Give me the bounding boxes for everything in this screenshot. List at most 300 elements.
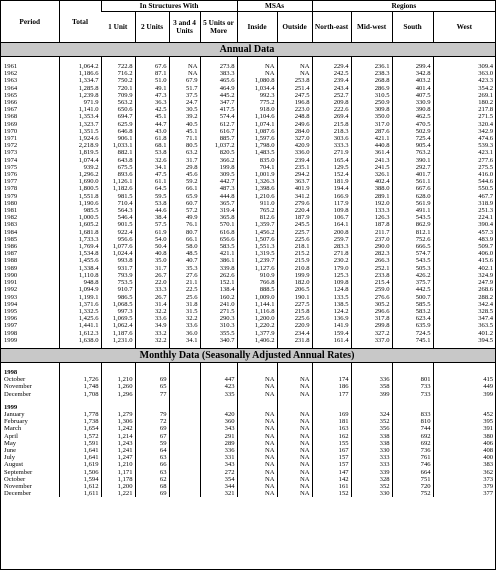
period-cell: 1962: [4, 70, 18, 78]
value-cell: 360: [200, 418, 237, 425]
value-cell: 299.4: [392, 63, 433, 70]
value-cell: NA: [277, 418, 312, 425]
value-cell: 710.4: [101, 200, 135, 207]
value-cell: 249.6: [277, 121, 312, 128]
value-cell: NA: [277, 433, 312, 440]
value-cell: 40.8: [135, 250, 169, 257]
value-cell: 152: [312, 490, 351, 497]
value-cell: 650.6: [101, 106, 135, 113]
value-cell: 331: [200, 454, 237, 461]
value-cell: 1,221: [101, 490, 135, 497]
value-cell: [169, 391, 200, 398]
value-cell: 363.5: [433, 322, 495, 329]
value-cell: 623.4: [392, 315, 433, 322]
value-cell: 275.5: [433, 164, 495, 171]
value-cell: 76.1: [169, 221, 200, 228]
value-cell: 1,087.6: [237, 128, 277, 135]
value-cell: 901.5: [101, 221, 135, 228]
header-structures-group: In Structures With: [101, 1, 237, 12]
value-cell: 327.2: [351, 330, 392, 337]
period-cell: October: [4, 376, 26, 384]
value-cell: NA: [277, 461, 312, 468]
value-cell: 401.4: [392, 85, 433, 92]
value-cell: 1,074.4: [59, 157, 101, 164]
value-cell: 751: [392, 476, 433, 483]
value-cell: 292.7: [392, 164, 433, 171]
value-cell: 26.7: [135, 272, 169, 279]
value-cell: 366.2: [200, 157, 237, 164]
value-cell: NA: [277, 376, 312, 383]
table-header: [1, 1, 495, 43]
period-cell: 1999: [4, 336, 18, 344]
value-cell: 54.0: [135, 236, 169, 243]
value-cell: 1,001.9: [237, 171, 277, 178]
value-cell: 423.1: [433, 149, 495, 156]
value-cell: 746: [392, 461, 433, 468]
value-cell: 888.5: [237, 286, 277, 293]
year-1998: [1, 369, 495, 376]
value-cell: 400: [433, 454, 495, 461]
value-cell: 22.5: [169, 286, 200, 293]
value-cell: 279.6: [277, 200, 312, 207]
value-cell: 215.8: [312, 121, 351, 128]
value-cell: 268.8: [351, 77, 392, 84]
value-cell: 505.3: [392, 265, 433, 272]
value-cell: 1,398.6: [237, 185, 277, 192]
value-cell: 1,033.1: [101, 142, 135, 149]
value-cell: 49.1: [135, 85, 169, 92]
value-cell: 248.8: [277, 113, 312, 120]
value-cell: [169, 454, 200, 461]
value-cell: NA: [237, 461, 277, 468]
value-cell: 1,654: [59, 425, 101, 432]
value-cell: 882.1: [101, 149, 135, 156]
value-cell: 117.9: [312, 200, 351, 207]
value-cell: NA: [237, 454, 277, 461]
value-cell: 147: [312, 469, 351, 476]
value-cell: 211.7: [351, 229, 392, 236]
value-cell: 761: [392, 454, 433, 461]
table-row: [1, 128, 495, 135]
table-row: [1, 483, 495, 490]
value-cell: 61.8: [135, 135, 169, 142]
value-cell: 24.7: [169, 99, 200, 106]
header-one-unit: 1 Unit: [101, 12, 135, 43]
value-cell: NA: [237, 376, 277, 383]
spacer-cell: [59, 369, 101, 376]
value-cell: 1,597.6: [237, 135, 277, 142]
table-row: [1, 391, 495, 398]
period-cell: December: [4, 390, 32, 398]
value-cell: 66: [135, 461, 169, 468]
table-row: [1, 440, 495, 447]
value-cell: 181: [312, 418, 351, 425]
value-cell: [169, 476, 200, 483]
value-cell: 1,024.4: [101, 250, 135, 257]
value-cell: 358: [351, 383, 392, 390]
value-cell: 31.8: [169, 301, 200, 308]
value-cell: 1,483.5: [237, 149, 277, 156]
period-cell: 1984: [4, 228, 18, 236]
value-cell: 333.3: [312, 142, 351, 149]
value-cell: 342.8: [392, 70, 433, 77]
value-cell: 386.1: [200, 257, 237, 264]
value-cell: 1,296: [101, 391, 135, 398]
value-cell: 417.5: [200, 106, 237, 113]
value-cell: 319.4: [200, 207, 237, 214]
value-cell: 67.6: [135, 63, 169, 70]
value-cell: 241.5: [351, 164, 392, 171]
value-cell: 449: [433, 383, 495, 390]
value-cell: 1,769.4: [59, 243, 101, 250]
table-row: [1, 301, 495, 308]
period-cell: 1991: [4, 279, 18, 287]
table-row: [1, 207, 495, 214]
value-cell: 61.9: [135, 229, 169, 236]
value-cell: 383.3: [200, 70, 237, 77]
spacer-cell: [59, 404, 101, 411]
period-cell: 1988: [4, 257, 18, 265]
value-cell: 415.6: [433, 257, 495, 264]
value-cell: 423: [200, 383, 237, 390]
value-cell: 72: [135, 418, 169, 425]
value-cell: 709.9: [101, 92, 135, 99]
value-cell: 395: [433, 418, 495, 425]
value-cell: 340.7: [200, 337, 237, 344]
value-cell: 421.1: [351, 135, 392, 142]
value-cell: 1,641: [59, 454, 101, 461]
value-cell: 220.9: [277, 322, 312, 329]
value-cell: 225.6: [277, 315, 312, 322]
value-cell: [169, 411, 200, 418]
table-row: [1, 294, 495, 301]
value-cell: 1,144.1: [237, 301, 277, 308]
value-cell: 247.9: [433, 279, 495, 286]
value-cell: 561.9: [392, 200, 433, 207]
value-cell: 1,641: [59, 447, 101, 454]
value-cell: NA: [237, 411, 277, 418]
value-cell: [169, 376, 200, 383]
value-cell: NA: [237, 483, 277, 490]
value-cell: 167: [312, 447, 351, 454]
value-cell: 336: [351, 376, 392, 383]
value-cell: 775.2: [237, 99, 277, 106]
value-cell: 333: [351, 461, 392, 468]
value-cell: 233.8: [351, 272, 392, 279]
period-cell: January: [4, 410, 25, 418]
value-cell: 377: [433, 490, 495, 497]
period-cell: August: [4, 461, 24, 469]
header-three-four-units: 3 and 4 Units: [169, 12, 200, 43]
value-cell: 336: [200, 447, 237, 454]
table-row: [1, 411, 495, 418]
value-cell: 616.7: [200, 128, 237, 135]
value-cell: 1,319.5: [237, 250, 277, 257]
value-cell: 33.3: [135, 286, 169, 293]
value-cell: 354.2: [433, 85, 495, 92]
value-cell: 918.0: [237, 106, 277, 113]
value-cell: 269.1: [433, 92, 495, 99]
table-row: [1, 454, 495, 461]
value-cell: 53.8: [135, 200, 169, 207]
value-cell: 271.5: [433, 113, 495, 120]
value-cell: [169, 425, 200, 432]
value-cell: NA: [237, 391, 277, 398]
section-annual-data-label: Annual Data: [1, 43, 495, 57]
period-cell: September: [4, 468, 33, 476]
value-cell: 420: [200, 411, 237, 418]
value-cell: 986.5: [101, 294, 135, 301]
value-cell: 138.4: [200, 286, 237, 293]
period-cell: 1992: [4, 286, 18, 294]
value-cell: 141.9: [312, 322, 351, 329]
value-cell: 1,323.7: [59, 121, 101, 128]
period-cell: 1974: [4, 156, 18, 164]
value-cell: 277.6: [433, 157, 495, 164]
value-cell: NA: [277, 440, 312, 447]
table-row: [1, 77, 495, 84]
value-cell: 1,353.4: [59, 113, 101, 120]
value-cell: 1,326.3: [237, 178, 277, 185]
period-cell: 1995: [4, 307, 18, 315]
value-cell: 1,534.8: [59, 250, 101, 257]
value-cell: 273.8: [200, 63, 237, 70]
value-cell: 1,239.7: [237, 257, 277, 264]
table-row: [1, 171, 495, 178]
value-cell: 220.4: [277, 207, 312, 214]
value-cell: 985.5: [59, 207, 101, 214]
value-cell: 1,456.2: [237, 229, 277, 236]
header-midwest: Mid-west: [351, 12, 392, 43]
table-row: [1, 308, 495, 315]
value-cell: 667.6: [392, 185, 433, 192]
value-cell: 210.8: [277, 265, 312, 272]
value-cell: 1,351.5: [59, 128, 101, 135]
value-cell: 65: [135, 383, 169, 390]
table-row: [1, 286, 495, 293]
value-cell: 470.5: [392, 121, 433, 128]
value-cell: 40.7: [169, 257, 200, 264]
value-cell: 324: [351, 411, 392, 418]
value-cell: 390.8: [392, 106, 433, 113]
value-cell: 1,178: [101, 476, 135, 483]
value-cell: 1,619: [59, 461, 101, 468]
section-monthly-data: [1, 348, 495, 362]
table-row: [1, 250, 495, 257]
value-cell: 227.5: [277, 301, 312, 308]
table-row: [1, 135, 495, 142]
spacer-cell: [351, 404, 392, 411]
value-cell: 408: [433, 447, 495, 454]
value-cell: 284.0: [277, 128, 312, 135]
value-cell: 1,260: [101, 383, 135, 390]
period-cell: 1998: [4, 329, 18, 337]
value-cell: 704.1: [237, 164, 277, 171]
value-cell: 1,406.2: [237, 337, 277, 344]
period-cell: 1966: [4, 99, 18, 107]
value-cell: 124.8: [312, 286, 351, 293]
value-cell: 338: [351, 433, 392, 440]
value-cell: 259.7: [312, 236, 351, 243]
value-cell: NA: [277, 476, 312, 483]
value-cell: 415: [433, 376, 495, 383]
value-cell: 1,220.2: [237, 322, 277, 329]
period-cell: 1990: [4, 271, 18, 279]
value-cell: 1,338.4: [59, 265, 101, 272]
value-cell: 720.1: [101, 85, 135, 92]
value-cell: 981.5: [101, 193, 135, 200]
header-period: Period: [1, 1, 59, 43]
value-cell: 133.3: [351, 207, 392, 214]
value-cell: 342.9: [433, 128, 495, 135]
value-cell: 152.4: [312, 171, 351, 178]
table-row: [1, 272, 495, 279]
spacer-cell: [135, 404, 169, 411]
value-cell: 352: [351, 483, 392, 490]
value-cell: 1,306: [101, 418, 135, 425]
table-row: [1, 193, 495, 200]
value-cell: 1,080.8: [237, 77, 277, 84]
value-cell: 1,116.8: [237, 308, 277, 315]
header-two-units: 2 Units: [135, 12, 169, 43]
value-cell: 247.5: [277, 92, 312, 99]
table-row: [1, 243, 495, 250]
value-cell: 793.9: [101, 272, 135, 279]
value-cell: 664: [392, 469, 433, 476]
value-cell: 324.9: [433, 272, 495, 279]
period-cell: 1996: [4, 315, 18, 323]
value-cell: 1,034.4: [237, 85, 277, 92]
value-cell: 1,186.6: [59, 70, 101, 77]
spacer-cell: [277, 404, 312, 411]
table-row: [1, 113, 495, 120]
value-cell: 750.2: [101, 77, 135, 84]
period-cell: 1970: [4, 127, 18, 135]
value-cell: 406.0: [433, 250, 495, 257]
table-row: [1, 257, 495, 264]
period-cell: 1981: [4, 207, 18, 215]
value-cell: 390.4: [433, 221, 495, 228]
value-cell: 159.4: [312, 330, 351, 337]
spacer-cell: [277, 369, 312, 376]
value-cell: 694.7: [101, 113, 135, 120]
table-row: [1, 185, 495, 192]
value-cell: [169, 483, 200, 490]
value-cell: 218.3: [312, 128, 351, 135]
value-cell: 1,605.2: [59, 221, 101, 228]
value-cell: 363.0: [433, 70, 495, 77]
value-cell: 57.2: [169, 207, 200, 214]
value-cell: 383: [433, 461, 495, 468]
value-cell: 812.6: [237, 214, 277, 221]
table-row: [1, 425, 495, 432]
value-cell: 752: [392, 490, 433, 497]
value-cell: 169: [312, 411, 351, 418]
period-cell: 1979: [4, 192, 18, 200]
period-cell: 1971: [4, 135, 18, 143]
value-cell: 1,819.5: [59, 149, 101, 156]
value-cell: NA: [277, 70, 312, 77]
table-row: [1, 279, 495, 286]
value-cell: 1,778: [59, 411, 101, 418]
value-cell: 491.1: [392, 207, 433, 214]
value-cell: 63: [135, 469, 169, 476]
value-cell: 47.3: [135, 92, 169, 99]
value-cell: 186: [312, 383, 351, 390]
table-row: [1, 229, 495, 236]
value-cell: 347.4: [433, 315, 495, 322]
period-cell: 1969: [4, 120, 18, 128]
value-cell: 445.2: [200, 92, 237, 99]
value-cell: 1,551.8: [59, 193, 101, 200]
period-cell: 1978: [4, 185, 18, 193]
value-cell: 25.6: [169, 294, 200, 301]
value-cell: 352: [351, 418, 392, 425]
value-cell: 543.5: [392, 257, 433, 264]
value-cell: 1,924.6: [59, 135, 101, 142]
value-cell: [169, 383, 200, 390]
value-cell: 399: [433, 391, 495, 398]
value-cell: 1,141.0: [59, 106, 101, 113]
value-cell: 752.6: [392, 236, 433, 243]
value-cell: 289: [200, 440, 237, 447]
value-cell: 251.3: [433, 207, 495, 214]
table-row: [1, 178, 495, 185]
spacer-cell: [237, 404, 277, 411]
value-cell: 215.9: [277, 257, 312, 264]
value-cell: 66.1: [169, 185, 200, 192]
value-cell: 272: [200, 469, 237, 476]
value-cell: 66.1: [169, 236, 200, 243]
value-cell: NA: [237, 425, 277, 432]
value-cell: 1,200: [101, 483, 135, 490]
value-cell: 35.0: [135, 257, 169, 264]
value-cell: 69: [135, 425, 169, 432]
value-cell: 464.9: [200, 85, 237, 92]
value-cell: 45.1: [169, 128, 200, 135]
value-cell: [169, 440, 200, 447]
value-cell: 294.2: [277, 171, 312, 178]
value-cell: 126.3: [351, 214, 392, 221]
value-cell: NA: [277, 391, 312, 398]
value-cell: 163: [312, 425, 351, 432]
value-cell: 327.0: [277, 135, 312, 142]
value-cell: 310.3: [200, 322, 237, 329]
value-cell: 290.3: [200, 315, 237, 322]
value-cell: 289.1: [351, 193, 392, 200]
value-cell: 65.9: [169, 193, 200, 200]
spacer-cell: [101, 404, 135, 411]
value-cell: 343: [200, 425, 237, 432]
value-cell: 43.0: [135, 128, 169, 135]
value-cell: 138.5: [312, 301, 351, 308]
spacer-cell: [237, 369, 277, 376]
value-cell: 971.9: [59, 99, 101, 106]
period-cell: October: [4, 475, 26, 483]
value-cell: [169, 447, 200, 454]
value-cell: 287.6: [351, 128, 392, 135]
value-cell: 217.8: [433, 106, 495, 113]
table-row: [1, 221, 495, 228]
period-cell: 1985: [4, 235, 18, 243]
value-cell: 309.4: [433, 63, 495, 70]
housing-permits-table: [1, 1, 495, 497]
value-cell: 237.0: [351, 236, 392, 243]
value-cell: 181.9: [312, 178, 351, 185]
value-cell: 57.5: [135, 221, 169, 228]
value-cell: 911.0: [237, 200, 277, 207]
table-row: [1, 157, 495, 164]
